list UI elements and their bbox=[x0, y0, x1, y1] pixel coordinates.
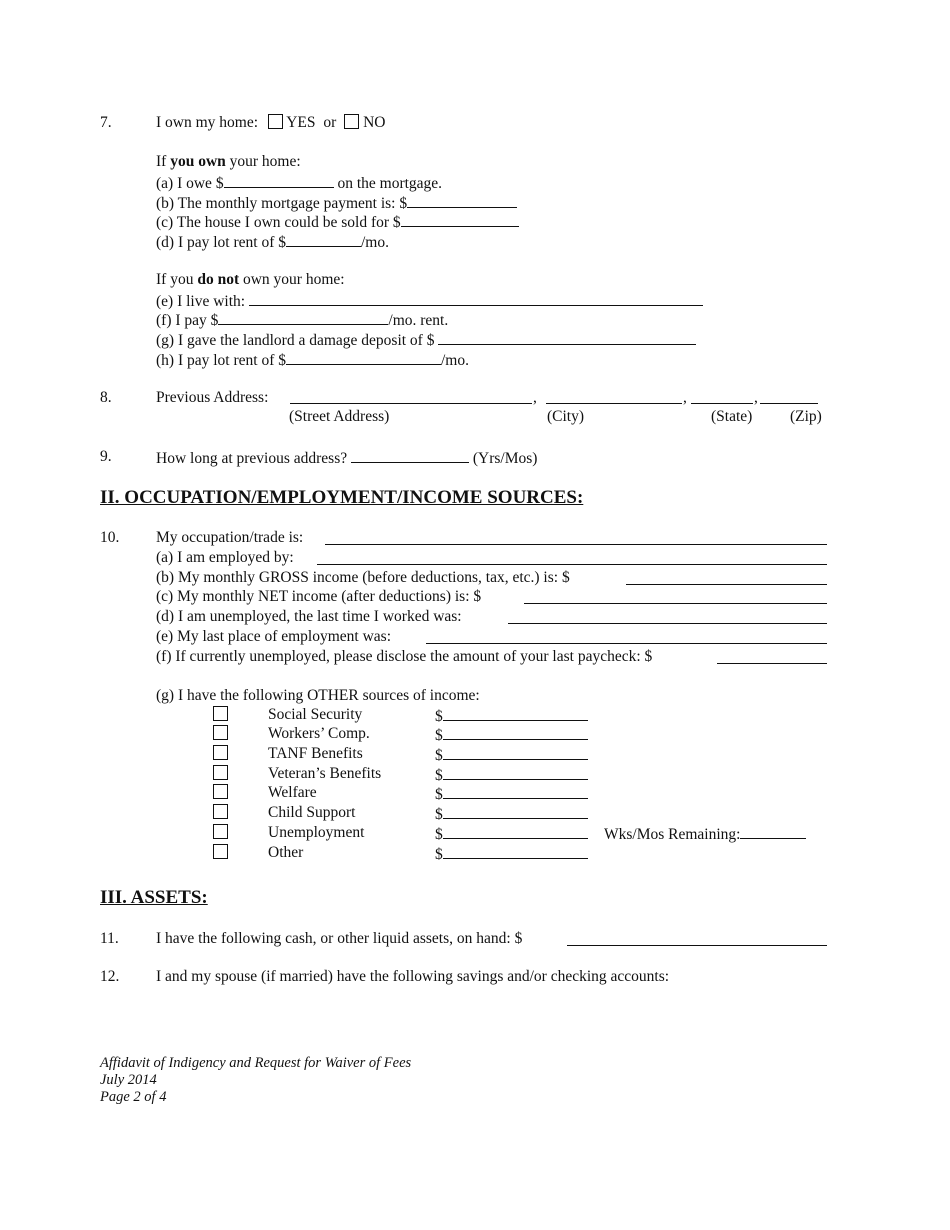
income-row-welfare bbox=[213, 784, 228, 802]
live-with-field[interactable] bbox=[249, 291, 703, 306]
q9-suffix: (Yrs/Mos) bbox=[472, 450, 538, 467]
q7-f-suffix: /mo. rent. bbox=[388, 312, 449, 329]
state-field[interactable] bbox=[691, 403, 753, 404]
own-home-intro bbox=[156, 153, 301, 171]
tanf-checkbox[interactable] bbox=[213, 745, 228, 760]
house-sale-value-field[interactable] bbox=[401, 212, 519, 227]
footer-title: Affidavit of Indigency and Request for Waiver of Fees bbox=[100, 1055, 412, 1071]
occupation-label: My occupation/trade is: bbox=[156, 529, 304, 546]
q8-number: 8. bbox=[100, 389, 112, 406]
social-security-amount-field[interactable] bbox=[443, 706, 588, 721]
q9-label: How long at previous address? bbox=[156, 450, 348, 467]
comma-2: , bbox=[683, 389, 687, 406]
income-dollar bbox=[435, 824, 588, 844]
q7-d-suffix: /mo. bbox=[361, 234, 389, 251]
last-employment-label: (e) My last place of employment was: bbox=[156, 628, 392, 645]
last-employment-field[interactable] bbox=[426, 643, 827, 644]
street-address-field[interactable] bbox=[290, 403, 532, 404]
other-income-checkbox[interactable] bbox=[213, 844, 228, 859]
city-field[interactable] bbox=[546, 403, 682, 404]
notown-intro-bold: do not bbox=[197, 271, 240, 288]
unemployment-amount-field[interactable] bbox=[443, 824, 588, 839]
q7-b-row bbox=[156, 193, 517, 213]
or-label: or bbox=[323, 114, 337, 131]
own-home-no-checkbox[interactable] bbox=[344, 114, 359, 129]
lot-rent-own-field[interactable] bbox=[286, 232, 361, 247]
liquid-assets-label: I have the following cash, or other liquid assets, on hand: $ bbox=[156, 930, 523, 947]
tanf-amount-field[interactable] bbox=[443, 745, 588, 760]
q7-h-label: (h) I pay lot rent of $ bbox=[156, 352, 286, 369]
own-intro-post: your home: bbox=[225, 153, 301, 170]
mortgage-owed-field[interactable] bbox=[224, 173, 334, 188]
q7-a-label: (a) I owe $ bbox=[156, 175, 224, 192]
not-own-home-intro bbox=[156, 271, 345, 289]
q7-f-label: (f) I pay $ bbox=[156, 312, 219, 329]
income-row-social-security bbox=[213, 706, 228, 724]
income-row-tanf bbox=[213, 745, 228, 763]
notown-intro-post: own your home: bbox=[239, 271, 345, 288]
veterans-benefits-amount-field[interactable] bbox=[443, 765, 588, 780]
income-label: Unemployment bbox=[268, 824, 365, 841]
no-label: NO bbox=[363, 114, 386, 131]
income-label: Veteran’s Benefits bbox=[268, 765, 382, 782]
q7-h-row bbox=[156, 350, 469, 370]
rent-amount-field[interactable] bbox=[218, 310, 388, 325]
income-dollar bbox=[435, 725, 588, 745]
section-2-heading: II. OCCUPATION/EMPLOYMENT/INCOME SOURCES: bbox=[100, 487, 584, 508]
income-row-unemployment bbox=[213, 824, 228, 842]
notown-intro-pre: If you bbox=[156, 271, 198, 288]
income-dollar bbox=[435, 804, 588, 824]
dollar-sign: $ bbox=[435, 727, 443, 744]
income-dollar bbox=[435, 765, 588, 785]
lot-rent-notown-field[interactable] bbox=[286, 350, 441, 365]
q7-a-row bbox=[156, 173, 442, 193]
q7-e-label: (e) I live with: bbox=[156, 293, 249, 310]
last-worked-label: (d) I am unemployed, the last time I worked was: bbox=[156, 608, 462, 625]
welfare-amount-field[interactable] bbox=[443, 784, 588, 799]
income-label: Other bbox=[268, 844, 304, 861]
income-dollar bbox=[435, 784, 588, 804]
comma-1: , bbox=[533, 389, 537, 406]
other-income-label: (g) I have the following OTHER sources of income: bbox=[156, 687, 480, 704]
unemployment-checkbox[interactable] bbox=[213, 824, 228, 839]
q7-h-suffix: /mo. bbox=[441, 352, 469, 369]
q7-d-label: (d) I pay lot rent of $ bbox=[156, 234, 286, 251]
dollar-sign: $ bbox=[435, 846, 443, 863]
other-income-amount-field[interactable] bbox=[443, 844, 588, 859]
gross-income-label: (b) My monthly GROSS income (before deductions, tax, etc.) is: $ bbox=[156, 569, 570, 586]
income-row-child-support bbox=[213, 804, 228, 822]
income-label: Social Security bbox=[268, 706, 363, 723]
q12-number: 12. bbox=[100, 968, 120, 985]
occupation-field[interactable] bbox=[325, 544, 827, 545]
workers-comp-amount-field[interactable] bbox=[443, 725, 588, 740]
dollar-sign: $ bbox=[435, 767, 443, 784]
zip-field[interactable] bbox=[760, 403, 818, 404]
veterans-benefits-checkbox[interactable] bbox=[213, 765, 228, 780]
city-caption: (City) bbox=[547, 408, 585, 425]
own-home-yes-checkbox[interactable] bbox=[268, 114, 283, 129]
own-intro-pre: If bbox=[156, 153, 171, 170]
q7-e-row bbox=[156, 291, 703, 311]
gross-income-field[interactable] bbox=[626, 584, 827, 585]
income-label: TANF Benefits bbox=[268, 745, 363, 762]
q9-row bbox=[156, 448, 537, 468]
state-caption: (State) bbox=[711, 408, 753, 425]
previous-address-label: Previous Address: bbox=[156, 389, 269, 406]
wks-remaining-row bbox=[604, 824, 806, 844]
q7-a-suffix: on the mortgage. bbox=[333, 175, 443, 192]
liquid-assets-field[interactable] bbox=[567, 945, 827, 946]
q7-d-row bbox=[156, 232, 389, 252]
net-income-label: (c) My monthly NET income (after deductions) is: $ bbox=[156, 588, 482, 605]
income-row-veterans bbox=[213, 765, 228, 783]
child-support-amount-field[interactable] bbox=[443, 804, 588, 819]
yes-label: YES bbox=[286, 114, 316, 131]
dollar-sign: $ bbox=[435, 747, 443, 764]
income-row-workers-comp bbox=[213, 725, 228, 743]
q10-number: 10. bbox=[100, 529, 120, 546]
q7-b-label: (b) The monthly mortgage payment is: $ bbox=[156, 195, 408, 212]
dollar-sign: $ bbox=[435, 826, 443, 843]
last-paycheck-label: (f) If currently unemployed, please disclose the amount of your last paycheck: $ bbox=[156, 648, 653, 665]
damage-deposit-field[interactable] bbox=[438, 330, 696, 345]
welfare-checkbox[interactable] bbox=[213, 784, 228, 799]
employer-label: (a) I am employed by: bbox=[156, 549, 294, 566]
last-paycheck-field[interactable] bbox=[717, 663, 827, 664]
wks-remaining-label: Wks/Mos Remaining: bbox=[604, 826, 741, 843]
social-security-checkbox[interactable] bbox=[213, 706, 228, 721]
net-income-field[interactable] bbox=[524, 603, 827, 604]
q7-prompt: I own my home: bbox=[156, 114, 259, 131]
zip-caption: (Zip) bbox=[790, 408, 822, 425]
income-label: Workers’ Comp. bbox=[268, 725, 370, 742]
wks-remaining-field[interactable] bbox=[740, 824, 806, 839]
income-label: Welfare bbox=[268, 784, 317, 801]
footer-page-number: Page 2 of 4 bbox=[100, 1089, 167, 1105]
q7-number: 7. bbox=[100, 114, 112, 131]
last-worked-field[interactable] bbox=[508, 623, 827, 624]
q7-f-row bbox=[156, 310, 448, 330]
q7-g-row bbox=[156, 330, 696, 350]
q7-c-label: (c) The house I own could be sold for $ bbox=[156, 214, 401, 231]
bank-accounts-label: I and my spouse (if married) have the following savings and/or checking accounts: bbox=[156, 968, 670, 985]
footer-date: July 2014 bbox=[100, 1072, 157, 1088]
income-dollar bbox=[435, 745, 588, 765]
q9-number: 9. bbox=[100, 448, 112, 465]
employer-field[interactable] bbox=[317, 564, 827, 565]
q7-c-row bbox=[156, 212, 519, 232]
comma-3: , bbox=[754, 389, 758, 406]
mortgage-payment-field[interactable] bbox=[407, 193, 517, 208]
q7-prompt-row bbox=[156, 114, 385, 132]
dollar-sign: $ bbox=[435, 786, 443, 803]
workers-comp-checkbox[interactable] bbox=[213, 725, 228, 740]
income-dollar bbox=[435, 844, 588, 864]
income-label: Child Support bbox=[268, 804, 356, 821]
previous-address-duration-field[interactable] bbox=[351, 448, 469, 463]
dollar-sign: $ bbox=[435, 708, 443, 725]
own-intro-bold: you own bbox=[170, 153, 226, 170]
q11-number: 11. bbox=[100, 930, 119, 947]
income-row-other bbox=[213, 844, 228, 862]
dollar-sign: $ bbox=[435, 806, 443, 823]
child-support-checkbox[interactable] bbox=[213, 804, 228, 819]
section-3-heading: III. ASSETS: bbox=[100, 887, 208, 908]
income-dollar bbox=[435, 706, 588, 726]
street-address-caption: (Street Address) bbox=[289, 408, 390, 425]
q7-g-label: (g) I gave the landlord a damage deposit of $ bbox=[156, 332, 439, 349]
